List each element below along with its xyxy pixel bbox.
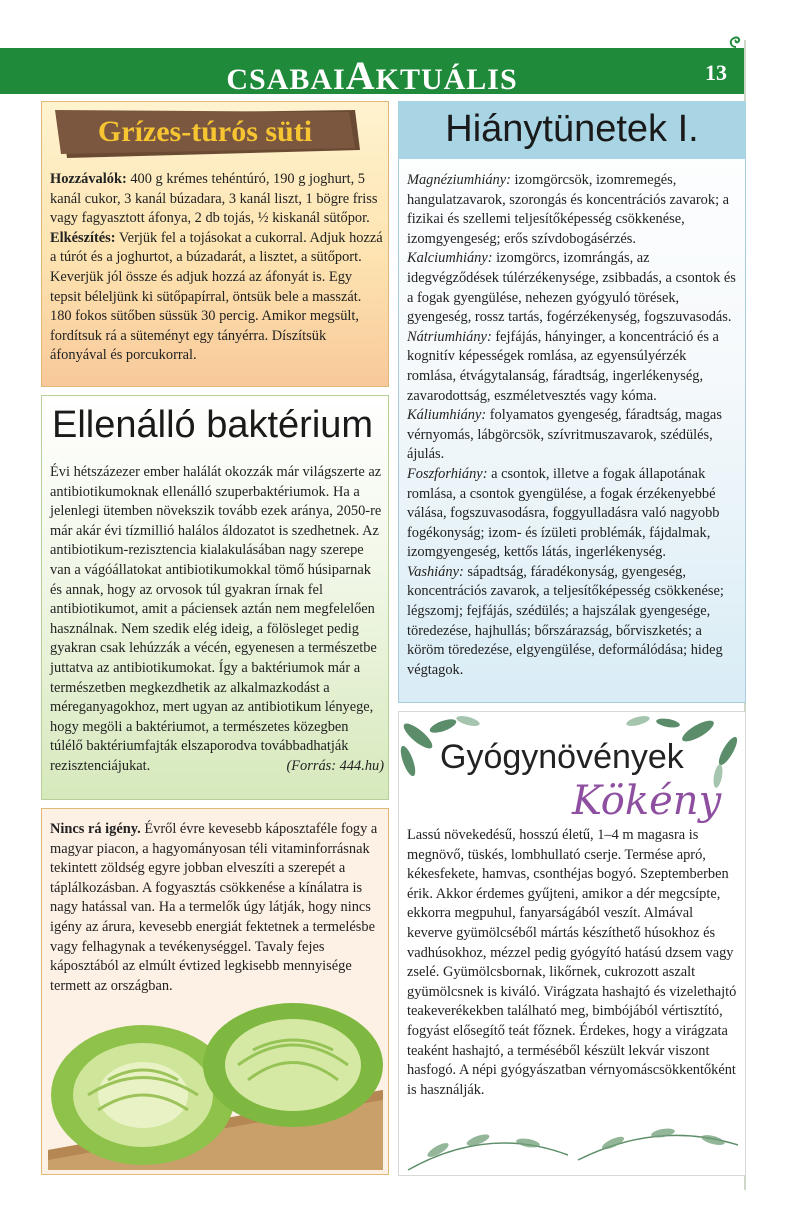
page-number: 13: [705, 60, 727, 85]
bacteria-title: Ellenálló baktérium: [52, 404, 374, 446]
deficiency-text: a csontok, illetve a fogak állapotának romlása, a csontok gyengülése, a fogak érzékenyebbé válása, fogszuvasodásra, foggyulladásra való nagyobb fogékonyság; izom- és ízületi problémák, fájdalmak, izomgyengeség, kettős látás, ingerlékenység.: [407, 465, 720, 561]
deficiency-term: Káliumhiány:: [407, 407, 487, 424]
swirl-icon: [727, 32, 745, 50]
herbs-text: Lassú növekedésű, hosszú életű, 1–4 m magasra is megnövő, tüskés, lombhullató cserje. Termése apró, kékesfekete, hamvas, csonthéjas bogyó. Szeptemberben érik. Akkor érdemes gyűjteni, amikor a dér megcsípte, ekkorra megpuhul, fanyarságából veszít. Almával keverve gyümölcséből mártás készíthető húsokhoz és vadhúsokhoz, mézzel pedig gyógyító hatású dzsem vagy zselé. Gyümölcsbornak, likőrnek, cukrozott aszalt gyümölcsnek is kiváló. Virágzata hashajtó és vizelethajtó teakeverékekben található meg, bimbójából vértisztító, fogyást elősegítő teát főznek. Érdekes, hogy a virágzata teaként hashajtó, a terméséből készült lekvár viszont hasfogó. A népi gyógyászatban vérnyomáscsökkentőként is használják.: [407, 827, 737, 1098]
deficiency-term: Vashiány:: [407, 563, 464, 580]
leaf-decoration-bottom: [398, 1105, 746, 1175]
ingredients-text: 400 g krémes tehéntúró, 190 g joghurt, 5 kanál cukor, 3 kanál búzadara, 3 kanál liszt, 1 bögre friss vagy fagyasztott áfonya, 2 db tojás, ½ kiskanál sütőpor.: [50, 171, 378, 227]
herbs-title: Gyógynövények: [440, 738, 684, 776]
title-initial: A: [345, 53, 376, 98]
deficiency-text: izomgörcs, izomrángás, az idegvégződések túlérzékenysége, zsibbadás, a csontok és a fogak gyengülése, nehezen gyógyuló törések, gyengeség, rossz tartás, fogérzékenység, fogszuvasodás.: [407, 250, 736, 326]
cabbage-body: Évről évre kevesebb káposztaféle fogy a magyar piacon, a hagyományosan téli vitaminforrásnak tekintett zöldség egyre jobban elveszíti a szerepét a táplálkozásban. A fogyasztás csökkenése a kínálatra is nagy hatással van. Ha a termelők úgy látják, hogy nincs igény az árura, kevesebb energiát fektetnek a termelésbe vagy felhagynak a tevékenységgel. Tavaly fejes káposztából az elmúlt évtized legkisebb mennyisége termett az országban.: [50, 821, 378, 994]
cabbage-text: [50, 820, 380, 996]
title-part2: KTUÁLIS: [375, 63, 518, 96]
deficiency-text: sápadtság, fáradékonyság, gyengeség, koncentrációs zavarok, a teljesítőképesség csökkenése; légszomj; fejfájás, szédülés; a hajszálak gyengesége, töredezése, hajhullás; bőrszárazság, bőrviszketés; a köröm töredezése, elgyengülése, deformálódása; hideg végtagok.: [407, 563, 724, 678]
method-label: Elkészítés:: [50, 229, 116, 246]
deficiency-text: fejfájás, hányinger, a koncentráció és a kognitív képességek romlása, az egyensúlyérzék romlása, étvágytalanság, fáradtság, ingerlékenység, zavarodottság, eszméletvesztés vagy kóma.: [407, 328, 719, 404]
magazine-title: [0, 52, 744, 99]
recipe-text: [50, 170, 385, 366]
deficiency-term: Magnéziumhiány:: [407, 172, 511, 188]
deficiency-text: folyamatos gyengeség, fáradtság, magas vérnyomás, lábgörcsök, szívritmuszavarok, szédülés, ájulás.: [407, 407, 722, 463]
deficiency-term: Kalciumhiány:: [407, 250, 493, 267]
ingredients-label: Hozzávalók:: [50, 171, 127, 187]
deficiencies-title: Hiánytünetek I.: [445, 108, 699, 150]
title-part1: CSABAI: [226, 63, 346, 96]
deficiency-term: Foszforhiány:: [407, 465, 488, 482]
cabbage-lead: Nincs rá igény.: [50, 821, 141, 837]
recipe-title-banner: [55, 110, 360, 158]
herbs-subtitle: Kökény: [572, 778, 722, 824]
bacteria-text: [50, 463, 384, 777]
deficiency-text: izomgörcsök, izomremegés, hangulatzavarok, szorongás és koncentrációs zavarok; a fizikai és szellemi teljesítőképesség csökkenése, izomgyengeség; erős szívdobogásérzés.: [407, 172, 730, 247]
bacteria-source: (Forrás: 444.hu): [286, 757, 384, 774]
recipe-title: Grízes-túrós süti: [97, 115, 313, 148]
deficiencies-list: [407, 171, 739, 680]
cabbage-image: [48, 1000, 383, 1170]
method-text: Verjük fel a tojásokat a cukorral. Adjuk hozzá a túrót és a joghurtot, a búzadarát, a lisztet, a sütőport. Keverjük jól össze és adjuk hozzá az áfonyát is. Egy tepsit béleljünk ki sütőpapírral, öntsük bele a masszát. 180 fokos sütőben süssük 30 percig. Amikor megsült, fordítsuk rá a süteményt egy tányérra. Díszítsük áfonyával és porcukorral.: [50, 229, 383, 364]
bacteria-body: Évi hétszázezer ember halálát okozzák már világszerte az antibiotikumoknak ellenálló szuperbaktériumok. Ha a jelenlegi ütemben növekszik tovább ezek aránya, 2050-re már akár évi tízmillió halálos áldozatot is szedhetnek. Az antibiotikum-rezisztencia kialakulásában nagy szerepe van a vágóállatokat antibiotikumokkal tömő húsiparnak és annak, hogy az orvosok túl gyakran írnak fel antibiotikumot, amit a páciensek aztán nem megfelelően használnak. Nem szedik elég ideig, a fölösleget pedig gyakran csak lehúzzák a vécén, egyenesen a természetbe juttatva az antibiotikumokat. Így a baktériumok már a természetben megkezdhetik az alkalmazkodást a méreganyagokhoz, mert ugyan az antibiotikum lényege, hogy megöli a baktériumot, a természetes közegben túlélő baktériumfajták elszaporodva továbbadhatják rezisztenciájukat.: [50, 464, 382, 774]
deficiency-term: Nátriumhiány:: [407, 328, 492, 345]
